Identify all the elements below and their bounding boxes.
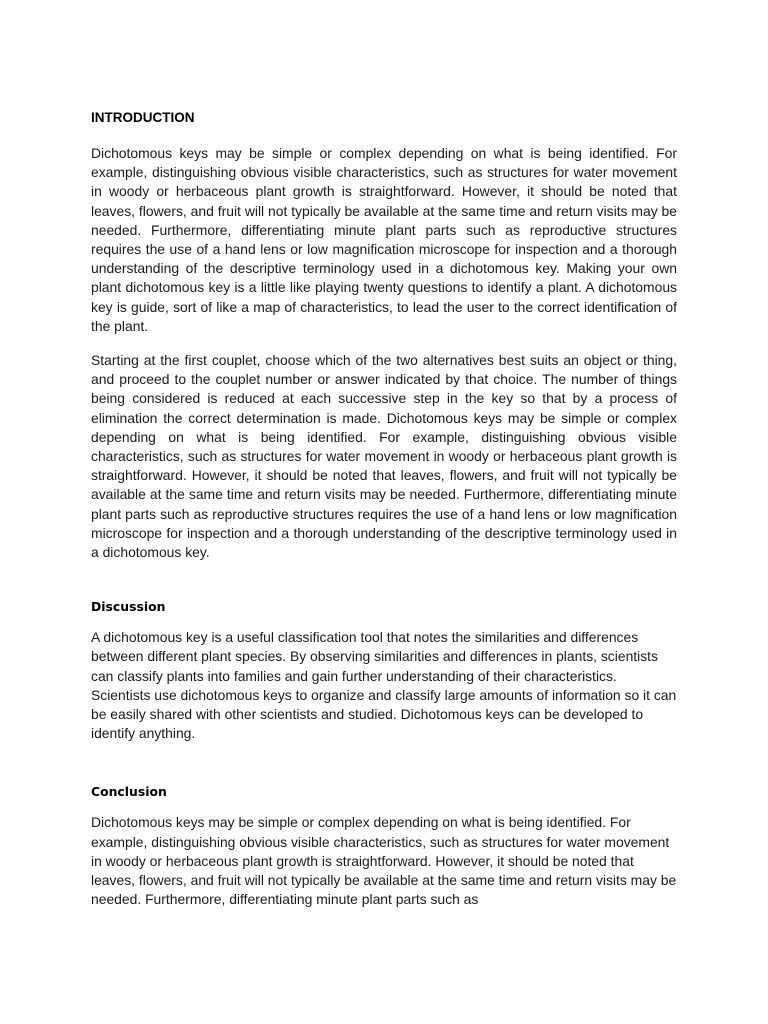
conclusion-paragraph: Dichotomous keys may be simple or complex depending on what is being identified. For example, distinguishing obvious visible characteristics, such as structures for water movement in woody or herbaceous plant growth is straightforward. However, it should be noted that leaves, flowers, and fruit will not typically be available at the same time and return visits may be needed. Furthermore, differentiating minute plant parts such as (91, 814, 677, 908)
document-body (91, 108, 677, 910)
introduction-paragraph-1: Dichotomous keys may be simple or complex depending on what is being identified. For example, distinguishing obvious visible characteristics, such as structures for water movement in woody or herbaceous plant growth is straightforward. However, it should be noted that leaves, flowers, and fruit will not typically be available at the same time and return visits may be needed. Furthermore, differentiating minute plant parts such as reproductive structures requires the use of a hand lens or low magnification microscope for inspection and a thorough understanding of the descriptive terminology used in a dichotomous key. Making your own plant dichotomous key is a little like playing twenty questions to identify a plant. A dichotomous key is guide, sort of like a map of characteristics, to lead the user to the correct identification of the plant. (91, 145, 677, 334)
discussion-heading: Discussion (91, 599, 166, 615)
introduction-paragraph-2: Starting at the first couplet, choose which of the two alternatives best suits an object or thing, and proceed to the couplet number or answer indicated by that choice. The number of things being considered is reduced at each successive step in the key so that by a process of elimination the correct determination is made. Dichotomous keys may be simple or complex depending on what is being identified. For example, distinguishing obvious visible characteristics, such as structures for water movement in woody or herbaceous plant growth is straightforward. However, it should be noted that leaves, flowers, and fruit will not typically be available at the same time and return visits may be needed. Furthermore, differentiating minute plant parts such as reproductive structures requires the use of a hand lens or low magnification microscope for inspection and a thorough understanding of the descriptive terminology used in a dichotomous key. (91, 352, 677, 561)
introduction-heading: INTRODUCTION (91, 110, 195, 125)
discussion-paragraph: A dichotomous key is a useful classification tool that notes the similarities and differences between different plant species. By observing similarities and differences in plants, scientists can classify plants into families and gain further understanding of their characteristics. Scientists use dichotomous keys to organize and classify large amounts of information so it can be easily shared with other scientists and studied. Dichotomous keys can be developed to identify anything. (91, 629, 677, 742)
conclusion-heading: Conclusion (91, 784, 167, 800)
introduction-section (91, 108, 677, 562)
discussion-section (91, 597, 677, 743)
conclusion-section (91, 782, 677, 909)
